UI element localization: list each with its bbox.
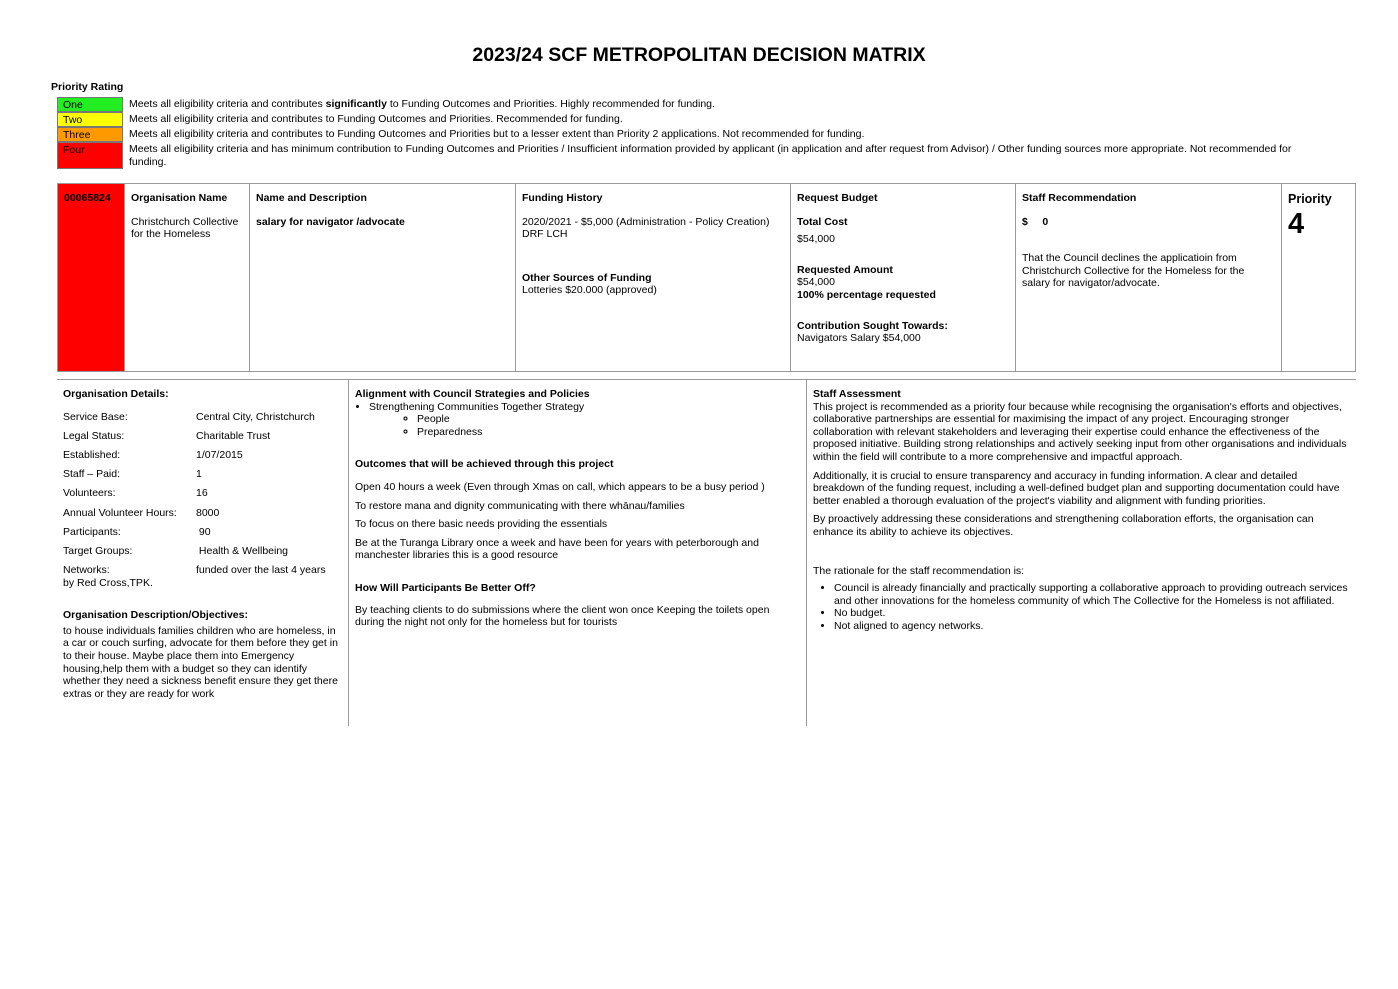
requested-amount-label: Requested Amount <box>797 263 893 276</box>
organisation-details-panel <box>57 380 349 726</box>
contribution-label: Contribution Sought Towards: <box>797 319 948 332</box>
other-sources-heading: Other Sources of Funding <box>522 271 652 284</box>
detail-row <box>63 430 342 449</box>
detail-value: 1/07/2015 <box>196 448 243 461</box>
legend-row-four <box>57 142 1317 169</box>
better-off-text: By teaching clients to do submissions where the client won once Keeping the toilets open during the night not only for the homeless but for tourists <box>355 603 770 629</box>
application-id-cell <box>58 184 125 371</box>
detail-value: 16 <box>196 487 208 500</box>
legend-row-two <box>57 112 1317 127</box>
outcomes-heading: Outcomes that will be achieved through this project <box>355 458 614 471</box>
outcome-item: Be at the Turanga Library once a week and have been for years with peterborough and manchester libraries this is a good resource <box>355 536 759 562</box>
assessment-paragraph: This project is recommended as a priority four because while recognising the organisation's efforts and objectives, collaborative partnerships are essential for maximising the impact of any project. Encouraging stronger collaboration with relevant stakeholders and leveraging their expertise could enhance the effectiveness of the proposed initiative. Building strong relationships and actively seeking input from other organisations and individuals within the field will contribute to a more comprehensive and impactful approach. <box>813 400 1347 463</box>
assessment-paragraph: By proactively addressing these considerations and strengthening collaboration efforts, the organisation can enhance its ability to achieve its objectives. <box>813 513 1314 538</box>
application-id: 00065824 <box>64 192 111 204</box>
alignment-heading: Alignment with Council Strategies and Policies <box>355 388 590 400</box>
detail-label: Volunteers: <box>63 487 116 500</box>
detail-label: Service Base: <box>63 410 128 423</box>
strategy-subitem: ◦ People <box>417 413 800 426</box>
priority-desc-four: Meets all eligibility criteria and has minimum contribution to Funding Outcomes and Priorities / Insufficient information provided by applicant (in application and after request from Advisor) / Other funding sources more appropriate. Not recommended for funding. <box>129 143 1292 168</box>
detail-value: Central City, Christchurch <box>196 410 315 423</box>
request-budget-heading: Request Budget <box>797 192 878 204</box>
detail-value: Health & Wellbeing <box>196 544 289 557</box>
detail-label: Staff – Paid: <box>63 468 121 481</box>
requested-amount: $54,000 <box>797 276 835 289</box>
detail-row <box>63 411 342 430</box>
staff-assessment-heading: Staff Assessment <box>813 388 901 400</box>
priority-value: 4 <box>1288 208 1305 240</box>
strategy-list <box>355 401 800 439</box>
outcome-item: To focus on there basic needs providing the essentials <box>355 518 608 531</box>
outcome-item: Open 40 hours a week (Even through Xmas on call, which appears to be a busy period ) <box>355 480 765 493</box>
org-details-heading: Organisation Details: <box>63 388 169 400</box>
priority-swatch-three: Three <box>57 127 123 142</box>
funding-history-line: DRF LCH <box>522 228 568 241</box>
detail-row <box>63 449 342 468</box>
detail-value: Charitable Trust <box>196 429 271 442</box>
details-section <box>57 379 1356 726</box>
networks-value: funded over the last 4 years <box>196 564 326 577</box>
outcome-item: To restore mana and dignity communicating with there whānau/families <box>355 499 685 512</box>
priority-swatch-two: Two <box>57 112 123 127</box>
funding-history-cell <box>516 184 791 371</box>
priority-desc-three: Meets all eligibility criteria and contributes to Funding Outcomes and Priorities but to a lesser extent than Priority 2 applications. Not recommended for funding. <box>129 128 865 140</box>
org-name-heading: Organisation Name <box>131 192 228 204</box>
funding-history-line: 2020/2021 - $5,000 (Administration - Policy Creation) <box>522 215 770 228</box>
priority-legend <box>57 97 1317 169</box>
name-description-cell <box>250 184 516 371</box>
detail-label: Participants: <box>63 525 121 538</box>
strategy-sublist <box>369 413 800 438</box>
priority-swatch-four: Four <box>57 142 123 169</box>
detail-value: 1 <box>196 468 202 481</box>
contribution-value: Navigators Salary $54,000 <box>797 332 921 345</box>
legend-row-one <box>57 97 1317 112</box>
networks-continued: by Red Cross,TPK. <box>63 576 153 589</box>
alignment-panel <box>349 380 807 726</box>
networks-row <box>63 564 342 577</box>
percentage-requested: 100% percentage requested <box>797 288 936 301</box>
detail-row <box>63 487 342 506</box>
detail-label: Legal Status: <box>63 429 125 442</box>
legend-row-three <box>57 127 1317 142</box>
priority-heading: Priority <box>1288 192 1332 206</box>
priority-swatch-one: One <box>57 97 123 112</box>
networks-label: Networks: <box>63 564 110 577</box>
detail-label: Target Groups: <box>63 544 133 557</box>
detail-label: Annual Volunteer Hours: <box>63 506 177 519</box>
org-description: to house individuals families children who are homeless, in a car or couch surfing, advocate for them before they get in to their house. Maybe place them into Emergency housing,help them with a budget so they can identify whether they need a sickness benefit ensure they get there extras or they are ready for work <box>63 624 338 700</box>
detail-value: 90 <box>196 525 211 538</box>
better-off-heading: How Will Participants Be Better Off? <box>355 581 536 594</box>
priority-desc-one: Meets all eligibility criteria and contributes significantly to Funding Outcomes and Priorities. Highly recommended for funding. <box>129 98 715 110</box>
org-name: Christchurch Collective for the Homeless <box>131 215 239 241</box>
project-name: salary for navigator /advocate <box>256 215 405 228</box>
rationale-intro: The rationale for the staff recommendation is: <box>813 564 1025 577</box>
rationale-item: • No budget. <box>834 607 1350 620</box>
priority-desc-two: Meets all eligibility criteria and contributes to Funding Outcomes and Priorities. Recommended for funding. <box>129 113 623 125</box>
org-name-cell <box>125 184 250 371</box>
detail-row <box>63 507 342 526</box>
strategy-subitem: ◦ Preparedness <box>417 426 800 439</box>
detail-label: Established: <box>63 448 121 461</box>
request-budget-cell <box>791 184 1016 371</box>
total-cost-label: Total Cost <box>797 215 848 228</box>
name-desc-heading: Name and Description <box>256 192 367 204</box>
other-sources: Lotteries $20.000 (approved) <box>522 284 657 297</box>
staff-recommendation-cell <box>1016 184 1282 371</box>
assessment-paragraph: Additionally, it is crucial to ensure transparency and accuracy in funding information. A clear and detailed breakdown of the funding request, including a well-defined budget plan and supporting documentation could have better enabled a thorough evaluation of the project's viability and alignment with funding priorities. <box>813 469 1340 507</box>
page-title: 2023/24 SCF METROPOLITAN DECISION MATRIX <box>472 44 926 66</box>
rationale-item: • Not aligned to agency networks. <box>834 620 1350 633</box>
total-cost: $54,000 <box>797 233 835 246</box>
rationale-list <box>813 582 1350 632</box>
funding-history-heading: Funding History <box>522 192 603 204</box>
priority-cell <box>1282 184 1355 371</box>
org-description-heading: Organisation Description/Objectives: <box>63 609 248 622</box>
decision-matrix-row <box>57 183 1356 372</box>
staff-assessment-panel <box>807 380 1356 726</box>
rationale-item: • Council is already financially and practically supporting a collaborative approach to providing outreach services and other innovations for the homeless community of which The Collective for the Homeless is not affiliated. <box>834 582 1350 607</box>
staff-rec-amount: $ 0 <box>1022 215 1049 228</box>
detail-row <box>63 526 342 545</box>
priority-rating-heading: Priority Rating <box>51 81 124 93</box>
staff-rec-heading: Staff Recommendation <box>1022 192 1137 204</box>
detail-row <box>63 468 342 487</box>
strategy-item: • Strengthening Communities Together Strategy ◦ People ◦ Preparedness <box>369 401 800 439</box>
detail-row <box>63 545 342 564</box>
detail-value: 8000 <box>196 506 220 519</box>
staff-rec-text: That the Council declines the applicatioin from Christchurch Collective for the Homeless for the salary for navigator/advocate. <box>1022 252 1245 290</box>
